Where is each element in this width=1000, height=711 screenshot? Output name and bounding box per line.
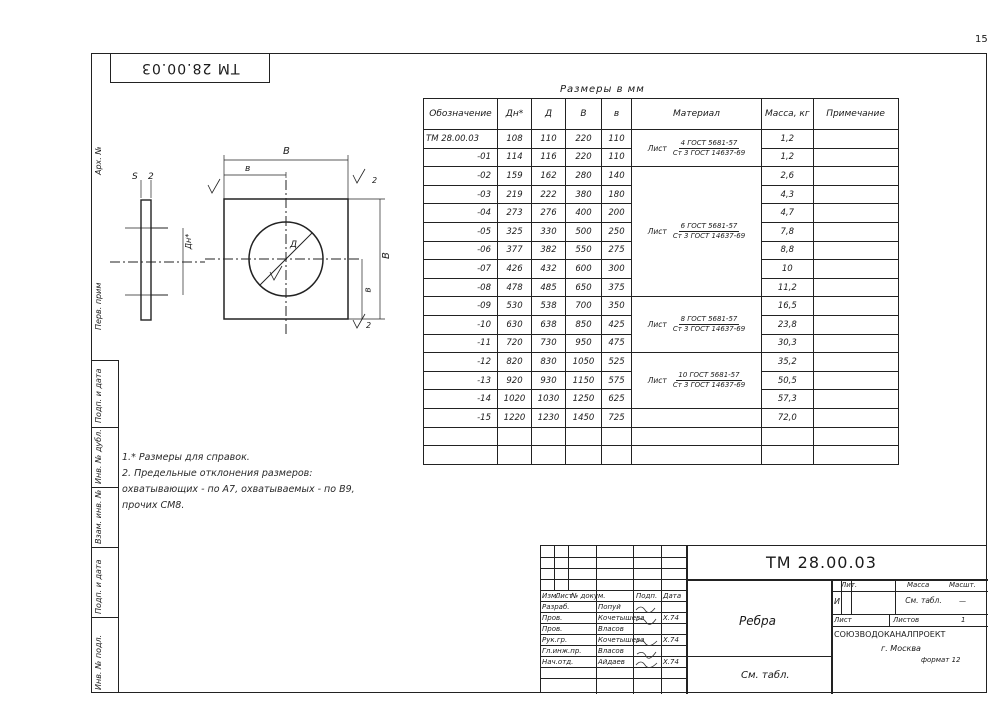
cell-b-upper: 600: [566, 260, 602, 279]
cell-d: 432: [532, 260, 566, 279]
col-designation: Обозначение: [424, 99, 498, 130]
cell-b-lower: 275: [602, 241, 632, 260]
table-body: [424, 130, 899, 465]
table-row-empty: [424, 446, 899, 465]
material-gost: 8 ГОСТ 5681-57: [680, 315, 738, 324]
cell-empty: [602, 446, 632, 465]
city: г. Москва: [881, 644, 921, 653]
cell-empty: [424, 446, 498, 465]
cell-mass: 23,8: [762, 315, 814, 334]
col-note: Примечание: [813, 99, 898, 130]
cell-note: [813, 167, 898, 186]
col-b-lower: в: [602, 99, 632, 130]
dim-B-top: В: [283, 146, 290, 157]
top-stamp-code: ТМ 28.00.03: [140, 60, 240, 76]
cell-material: [632, 297, 762, 353]
label-s: S: [132, 172, 138, 182]
cell-note: [813, 185, 898, 204]
cell-mass: 50,5: [762, 371, 814, 390]
cell-d: 276: [532, 204, 566, 223]
col-material: Материал: [632, 99, 762, 130]
cell-dn: 1220: [498, 408, 532, 427]
cell-material: [632, 130, 762, 167]
format: формат 12: [921, 656, 961, 664]
cell-note: [813, 334, 898, 353]
cell-designation: -14: [424, 390, 498, 409]
note-line: 2. Предельные отклонения размеров:: [122, 468, 313, 479]
title-material-ref: См. табл.: [741, 670, 790, 681]
cell-empty: [498, 427, 532, 446]
cell-mass: 16,5: [762, 297, 814, 316]
cell-designation: -12: [424, 353, 498, 372]
cell-empty: [632, 427, 762, 446]
cell-b-lower: 725: [602, 408, 632, 427]
cell-b-lower: 110: [602, 148, 632, 167]
cell-note: [813, 353, 898, 372]
cell-d: 830: [532, 353, 566, 372]
cell-empty: [762, 427, 814, 446]
cell-note: [813, 390, 898, 409]
table-header-row: [424, 99, 899, 130]
note-line: охватывающих - по А7, охватываемых - по В9,: [122, 484, 355, 495]
title-block: ТМ 28.00.03 Ребра См. табл. Изм. Лист № докум. Подп. Дата Разраб. Попуй Пров. Кочетышева X.74 Пров. Власов Рук.гр. Кочетышева X.74 Гл.инж.пр. Власов Нач.отд. Айдаев X.74 Лит. Масса Масшт. И См. табл. — Лист Листов 1 СОЮЗВОДОКАНАЛПРОЕКТ г. Москва формат 12: [540, 545, 987, 693]
cell-d: 330: [532, 222, 566, 241]
cell-b-lower: 350: [602, 297, 632, 316]
cell-d: 1030: [532, 390, 566, 409]
table-row: [424, 408, 899, 427]
material-word: Лист: [647, 376, 667, 386]
cell-dn: 720: [498, 334, 532, 353]
cell-empty: [424, 427, 498, 446]
cell-empty: [632, 446, 762, 465]
cell-b-upper: 650: [566, 278, 602, 297]
material-steel: Ст 3 ГОСТ 14637-69: [672, 325, 746, 334]
cell-mass: 57,3: [762, 390, 814, 409]
cell-d: 930: [532, 371, 566, 390]
cell-mass: 35,2: [762, 353, 814, 372]
cell-dn: 426: [498, 260, 532, 279]
cell-b-upper: 550: [566, 241, 602, 260]
cell-empty: [813, 427, 898, 446]
strip-cell: Подп. и дата: [91, 360, 118, 427]
cell-b-upper: 220: [566, 148, 602, 167]
cell-b-lower: 300: [602, 260, 632, 279]
cell-note: [813, 260, 898, 279]
cell-d: 538: [532, 297, 566, 316]
cell-b-upper: 500: [566, 222, 602, 241]
cell-d: 1230: [532, 408, 566, 427]
cell-mass: 8,8: [762, 241, 814, 260]
cell-mass: 4,7: [762, 204, 814, 223]
cell-dn: 273: [498, 204, 532, 223]
roughness-value: 2: [372, 176, 378, 185]
material-steel: Ст 3 ГОСТ 14637-69: [672, 381, 746, 390]
note-line: прочих СМ8.: [122, 500, 185, 511]
col-b-upper: В: [566, 99, 602, 130]
cell-b-lower: 375: [602, 278, 632, 297]
cell-designation: ТМ 28.00.03: [424, 130, 498, 149]
cell-designation: -13: [424, 371, 498, 390]
cell-dn: 325: [498, 222, 532, 241]
material-steel: Ст 3 ГОСТ 14637-69: [672, 148, 746, 157]
strip-cell: Взам. инв. №: [91, 487, 118, 547]
cell-b-upper: 400: [566, 204, 602, 223]
cell-dn: 1020: [498, 390, 532, 409]
cell-dn: 108: [498, 130, 532, 149]
cell-note: [813, 148, 898, 167]
cell-b-upper: 280: [566, 167, 602, 186]
cell-b-lower: 425: [602, 315, 632, 334]
cell-material: [632, 167, 762, 297]
cell-dn: 219: [498, 185, 532, 204]
cell-d: 485: [532, 278, 566, 297]
cell-designation: -15: [424, 408, 498, 427]
cell-b-lower: 575: [602, 371, 632, 390]
cell-mass: 4,3: [762, 185, 814, 204]
col-d: Д: [532, 99, 566, 130]
cell-note: [813, 204, 898, 223]
cell-empty: [566, 446, 602, 465]
dim-D: Д: [290, 240, 298, 250]
strip-cell: Инв. № дубл.: [91, 427, 118, 487]
cell-dn: 920: [498, 371, 532, 390]
material-gost: 4 ГОСТ 5681-57: [680, 138, 738, 147]
cell-designation: -09: [424, 297, 498, 316]
cell-b-upper: 1050: [566, 353, 602, 372]
cell-b-upper: 380: [566, 185, 602, 204]
cell-dn: 630: [498, 315, 532, 334]
cell-designation: -10: [424, 315, 498, 334]
cell-note: [813, 408, 898, 427]
cell-note: [813, 222, 898, 241]
cell-empty: [532, 427, 566, 446]
cell-b-lower: 180: [602, 185, 632, 204]
cell-b-upper: 1250: [566, 390, 602, 409]
cell-dn: 159: [498, 167, 532, 186]
dim-b-right: в: [363, 287, 374, 293]
cell-b-upper: 220: [566, 130, 602, 149]
table-caption: Размеры в мм: [560, 84, 645, 95]
cell-empty: [813, 446, 898, 465]
table-row: [424, 353, 899, 372]
cell-empty: [498, 446, 532, 465]
cell-b-lower: 250: [602, 222, 632, 241]
material-word: Лист: [647, 320, 667, 330]
signatures: [634, 602, 661, 668]
dim-B-right: В: [380, 252, 392, 259]
cell-mass: 2,6: [762, 167, 814, 186]
cell-dn: 530: [498, 297, 532, 316]
cell-mass: 7,8: [762, 222, 814, 241]
cell-b-upper: 700: [566, 297, 602, 316]
cell-b-lower: 525: [602, 353, 632, 372]
cell-d: 638: [532, 315, 566, 334]
dim-Dn: Дн*: [184, 233, 194, 250]
title-code: ТМ 28.00.03: [766, 553, 877, 572]
material-gost: 6 ГОСТ 5681-57: [680, 222, 738, 231]
cell-d: 110: [532, 130, 566, 149]
cell-note: [813, 297, 898, 316]
cell-b-lower: 110: [602, 130, 632, 149]
cell-designation: -02: [424, 167, 498, 186]
dimensions-table: [423, 98, 899, 465]
cell-b-upper: 950: [566, 334, 602, 353]
cell-mass: 1,2: [762, 130, 814, 149]
cell-note: [813, 371, 898, 390]
strip-cell: Инв. № подл.: [91, 617, 118, 693]
cell-d: 116: [532, 148, 566, 167]
cell-mass: 10: [762, 260, 814, 279]
cell-empty: [566, 427, 602, 446]
cell-d: 162: [532, 167, 566, 186]
cell-designation: -01: [424, 148, 498, 167]
cell-b-lower: 140: [602, 167, 632, 186]
cell-designation: -08: [424, 278, 498, 297]
cell-b-lower: 475: [602, 334, 632, 353]
title-name: Ребра: [739, 614, 776, 628]
cell-note: [813, 278, 898, 297]
cell-b-lower: 625: [602, 390, 632, 409]
cell-designation: -07: [424, 260, 498, 279]
cell-designation: -04: [424, 204, 498, 223]
cell-dn: 377: [498, 241, 532, 260]
cell-empty: [762, 446, 814, 465]
cell-note: [813, 315, 898, 334]
table-row-empty: [424, 427, 899, 446]
cell-d: 730: [532, 334, 566, 353]
cell-mass: 72,0: [762, 408, 814, 427]
cell-designation: -11: [424, 334, 498, 353]
cell-empty: [602, 427, 632, 446]
dim-b-top: в: [245, 164, 251, 174]
cell-designation: -03: [424, 185, 498, 204]
cell-dn: 820: [498, 353, 532, 372]
material-steel: Ст 3 ГОСТ 14637-69: [672, 232, 746, 241]
drawing-notes: [122, 450, 355, 514]
cell-designation: -05: [424, 222, 498, 241]
table-row: [424, 297, 899, 316]
sheet-number: 15: [975, 34, 988, 45]
cell-mass: 30,3: [762, 334, 814, 353]
table-row: [424, 167, 899, 186]
material-word: Лист: [647, 143, 667, 153]
cell-b-upper: 850: [566, 315, 602, 334]
cell-mass: 1,2: [762, 148, 814, 167]
archive-number-label: Арх. №: [94, 146, 103, 175]
cell-designation: -06: [424, 241, 498, 260]
cell-b-lower: 200: [602, 204, 632, 223]
cell-material: [632, 353, 762, 409]
roughness-value: 2: [366, 321, 372, 330]
material-word: Лист: [647, 227, 667, 237]
cell-d: 222: [532, 185, 566, 204]
table-row: [424, 130, 899, 149]
label-2: 2: [148, 172, 154, 182]
cell-note: [813, 130, 898, 149]
cell-b-upper: 1150: [566, 371, 602, 390]
cell-material: [632, 408, 762, 427]
first-use-label: Перв. прим: [94, 282, 103, 330]
cell-empty: [532, 446, 566, 465]
cell-d: 382: [532, 241, 566, 260]
material-gost: 10 ГОСТ 5681-57: [678, 371, 740, 380]
cell-mass: 11,2: [762, 278, 814, 297]
organization: СОЮЗВОДОКАНАЛПРОЕКТ: [834, 630, 946, 639]
cell-b-upper: 1450: [566, 408, 602, 427]
cell-dn: 114: [498, 148, 532, 167]
note-line: 1.* Размеры для справок.: [122, 452, 250, 463]
strip-cell: Подп. и дата: [91, 547, 118, 617]
cell-note: [813, 241, 898, 260]
col-dn: Дн*: [498, 99, 532, 130]
col-mass: Масса, кг: [762, 99, 814, 130]
cell-dn: 478: [498, 278, 532, 297]
